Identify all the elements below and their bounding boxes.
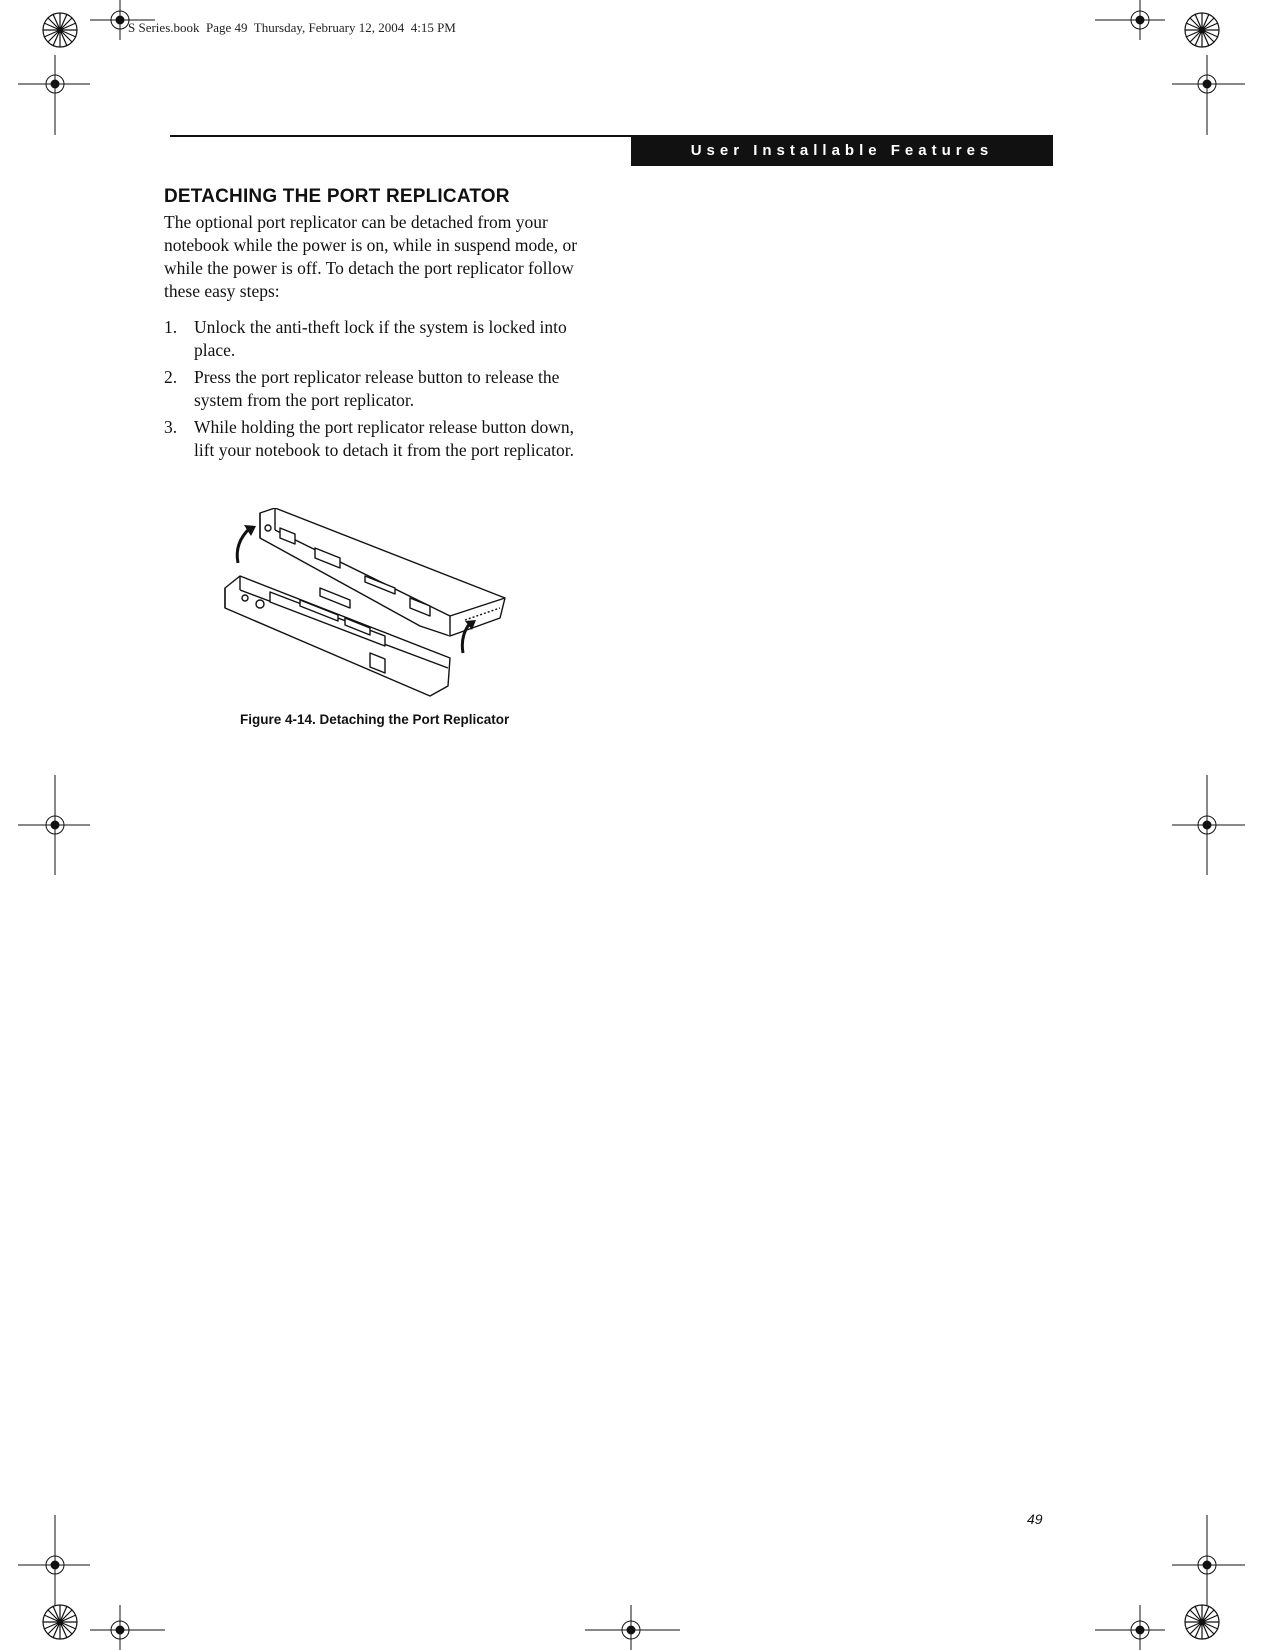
port-replicator-illustration <box>220 508 530 698</box>
step-item <box>164 366 596 412</box>
figure-caption: Figure 4-14. Detaching the Port Replicator <box>240 712 510 727</box>
step-number: 3. <box>164 417 178 437</box>
print-header: S Series.book Page 49 Thursday, February 12, 2004 4:15 PM <box>128 20 456 35</box>
step-item <box>164 316 596 362</box>
step-number: 1. <box>164 317 178 337</box>
step-text: Unlock the anti-theft lock if the system is locked into place. <box>194 317 567 360</box>
header-rule <box>170 135 632 137</box>
step-item <box>164 416 596 462</box>
step-number: 2. <box>164 367 178 387</box>
page-heading: DETACHING THE PORT REPLICATOR <box>164 186 510 207</box>
step-text: Press the port replicator release button to release the system from the port replicator. <box>194 367 560 410</box>
section-title: User Installable Features <box>631 135 1053 166</box>
step-text: While holding the port replicator release button down, lift your notebook to detach it from the port replicator. <box>194 417 575 460</box>
page-number: 49 <box>1027 1511 1043 1527</box>
intro-paragraph: The optional port replicator can be detached from your notebook while the power is on, while in suspend mode, or while the power is off. To detach the port replicator follow these easy steps: <box>164 212 578 301</box>
steps-list <box>164 316 596 466</box>
